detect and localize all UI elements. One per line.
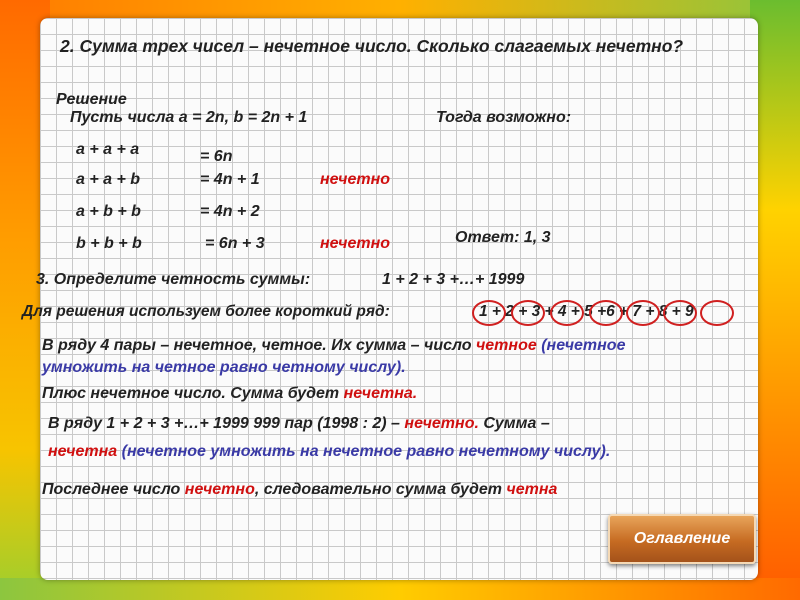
frame-bottom xyxy=(0,578,800,600)
row-result-4: = 6n + 3 xyxy=(205,235,265,252)
task3-label: 3. Определите четность суммы: xyxy=(36,271,311,288)
row-expr-1: a + a + a xyxy=(76,141,140,158)
row-note-4: нечетно xyxy=(320,235,391,252)
pair-circle-7 xyxy=(700,300,734,326)
answer: Ответ: 1, 3 xyxy=(455,229,551,246)
pair-circle-1 xyxy=(472,300,506,326)
para-1999-line2: нечетна (нечетное умножить на нечетное равно нечетному числу). xyxy=(48,443,611,460)
frame-top xyxy=(0,0,800,20)
row-result-2: = 4n + 1 xyxy=(200,171,260,188)
para-conclusion: Последнее число нечетно, следовательно сумма будет четна xyxy=(42,481,558,498)
pair-circle-4 xyxy=(589,300,623,326)
then-possible: Тогда возможно: xyxy=(436,109,572,126)
row-note-2: нечетно xyxy=(320,171,391,188)
task3-sum: 1 + 2 + 3 +…+ 1999 xyxy=(382,271,525,288)
para-pairs-line2: умножить на четное равно четному числу). xyxy=(42,359,406,376)
pair-circle-2 xyxy=(511,300,545,326)
slide-title: 2. Сумма трех чисел – нечетное число. Сколько слагаемых нечетно? xyxy=(60,36,684,56)
shorter-row-prefix: Для решения используем более короткий ряд: xyxy=(22,303,390,320)
para-pairs-line1: В ряду 4 пары – нечетное, четное. Их сумма – число четное (нечетное xyxy=(42,337,626,354)
para-1999-line1: В ряду 1 + 2 + 3 +…+ 1999 999 пар (1998 : 2) – нечетно. Сумма – xyxy=(48,415,550,432)
pair-circle-3 xyxy=(550,300,584,326)
row-expr-4: b + b + b xyxy=(76,235,142,252)
pair-circle-5 xyxy=(626,300,660,326)
para-plus-odd: Плюс нечетное число. Сумма будет нечетна. xyxy=(42,385,418,402)
row-result-1: = 6n xyxy=(200,148,233,165)
row-expr-3: a + b + b xyxy=(76,203,141,220)
solution-label: Решение xyxy=(56,91,127,108)
let-line: Пусть числа а = 2n, b = 2n + 1 xyxy=(70,109,308,126)
row-result-3: = 4n + 2 xyxy=(200,203,260,220)
table-of-contents-button[interactable]: Оглавление xyxy=(608,514,756,564)
pair-circle-6 xyxy=(663,300,697,326)
shorter-row-terms: 1 + 2 + 3 + 4 + 5 +6 + 7 + 8 + 9 xyxy=(479,303,694,320)
row-expr-2: a + a + b xyxy=(76,171,141,188)
